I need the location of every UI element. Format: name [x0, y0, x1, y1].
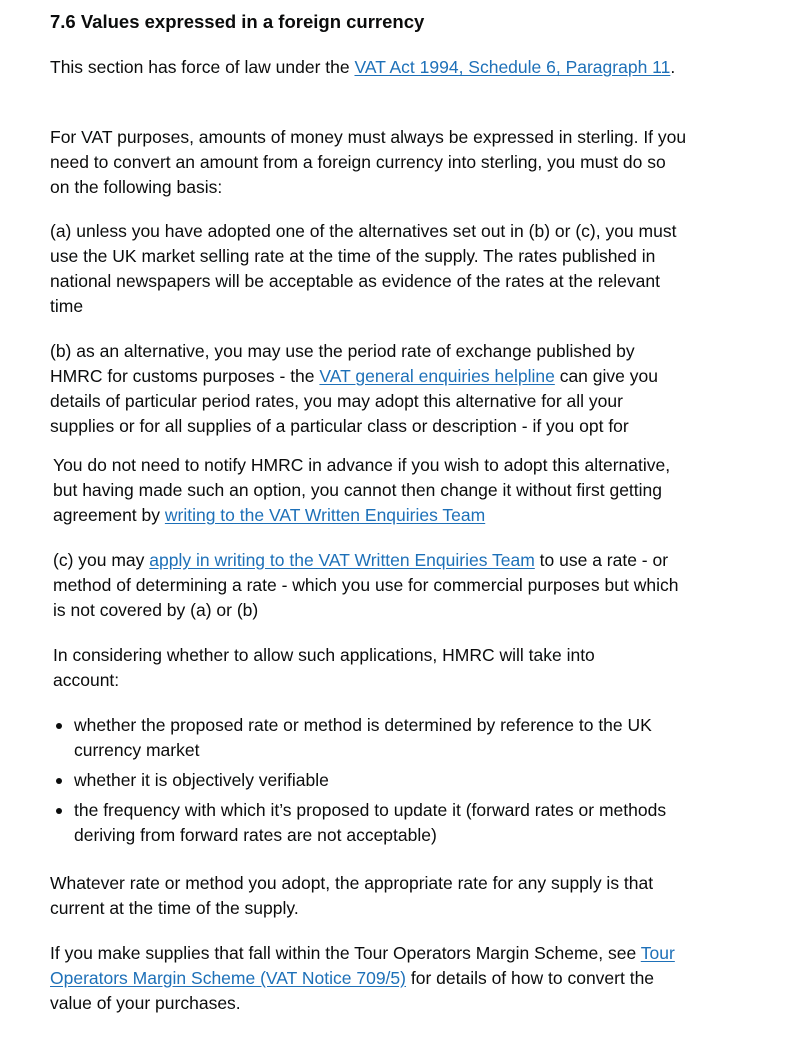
vat-helpline-link[interactable]: VAT general enquiries helpline	[319, 366, 555, 386]
criteria-list	[51, 713, 691, 848]
option-c-paragraph	[53, 548, 683, 623]
considering-paragraph: In considering whether to allow such applications, HMRC will take into account:	[53, 645, 595, 690]
notify-hmrc-paragraph	[53, 453, 683, 528]
paragraph-text: This section has force of law under the	[50, 57, 355, 77]
section-heading: 7.6 Values expressed in a foreign currency	[50, 11, 425, 32]
paragraph-text: .	[670, 57, 676, 77]
option-b-paragraph	[50, 339, 690, 439]
tour-operators-link[interactable]: Tour Operators Margin Scheme (VAT Notice 709/5)	[50, 943, 675, 988]
list-item: whether it is objectively verifiable	[51, 768, 691, 793]
paragraph-text: If you make supplies that fall within the Tour Operators Margin Scheme, see	[50, 943, 641, 963]
list-item: whether the proposed rate or method is determined by reference to the UK currency market	[51, 713, 691, 763]
paragraph-text: (b) as an alternative, you may use the period rate of exchange published by HMRC for customs purposes - the	[50, 341, 635, 386]
paragraph-text: (c) you may	[53, 550, 150, 570]
vat-act-link[interactable]: VAT Act 1994, Schedule 6, Paragraph 11	[354, 57, 671, 77]
whatever-rate-paragraph: Whatever rate or method you adopt, the appropriate rate for any supply is that current at the time of the supply.	[50, 873, 654, 918]
force-of-law-paragraph	[50, 55, 680, 80]
paragraph-text: You do not need to notify HMRC in advance if you wish to adopt this alternative, but having made such an option, you cannot then change it without first getting agreement by	[53, 455, 671, 525]
written-enquiries-link[interactable]: writing to the VAT Written Enquiries Team	[164, 505, 486, 525]
option-a-paragraph: (a) unless you have adopted one of the alternatives set out in (b) or (c), you must use the UK market selling rate at the time of the supply. The rates published in national newspapers will be acceptable as evidence of the rates at the relevant time	[50, 221, 677, 316]
paragraph-text: to use a rate - or method of determining a rate - which you use for commercial purposes but which is not covered by (a) or (b)	[53, 550, 679, 620]
paragraph-text: can give you details of particular period rates, you may adopt this alternative for all your supplies or for all supplies of a particular class or description - if you opt for	[50, 366, 658, 436]
list-item: the frequency with which it’s proposed to update it (forward rates or methods deriving from forward rates are not acceptable)	[51, 798, 691, 848]
apply-in-writing-link[interactable]: apply in writing to the VAT Written Enquiries Team	[149, 550, 535, 570]
sterling-paragraph: For VAT purposes, amounts of money must always be expressed in sterling. If you need to convert an amount from a foreign currency into sterling, you must do so on the following basis:	[50, 127, 687, 197]
tour-operators-paragraph	[50, 941, 680, 1016]
paragraph-text: for details of how to convert the value of your purchases.	[50, 968, 655, 1013]
